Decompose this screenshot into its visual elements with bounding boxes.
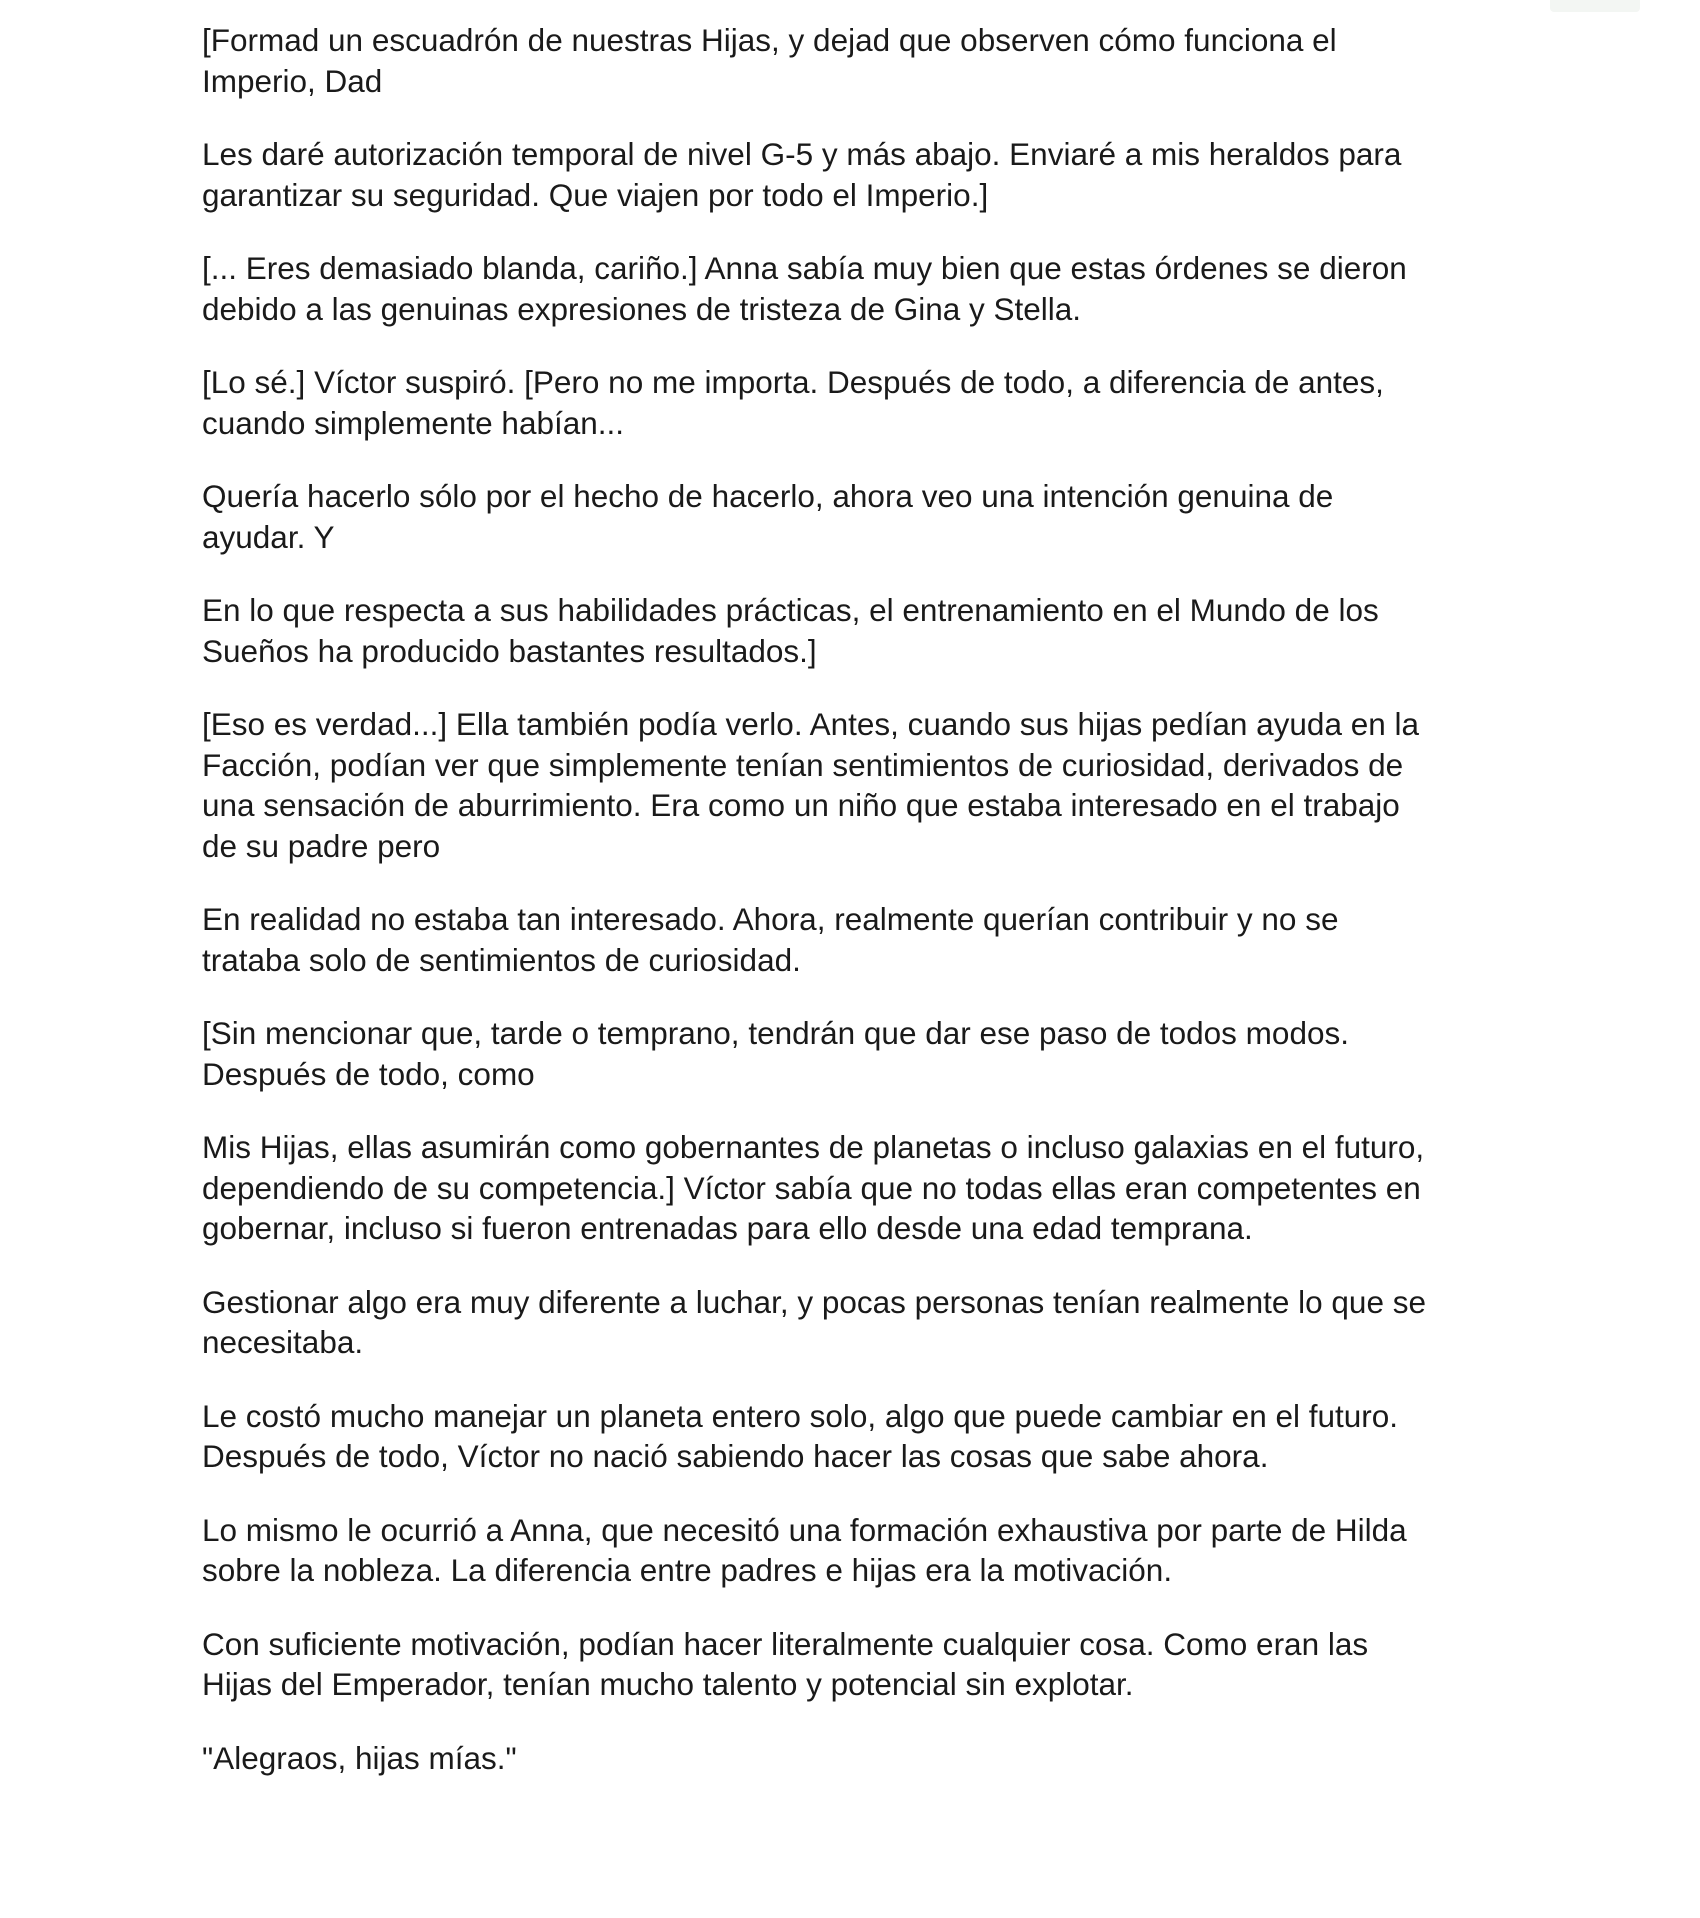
- paragraph-4: [Lo sé.] Víctor suspiró. [Pero no me importa. Después de todo, a diferencia de antes, cuando simplemente habían...: [202, 364, 1384, 441]
- document-body: [202, 20, 1542, 1811]
- paragraph-1: [Formad un escuadrón de nuestras Hijas, y dejad que observen cómo funciona el Imperio, Dad: [202, 22, 1337, 99]
- paragraph-13: Lo mismo le ocurrió a Anna, que necesitó una formación exhaustiva por parte de Hilda sobre la nobleza. La diferencia entre padres e hijas era la motivación.: [202, 1511, 1407, 1588]
- paragraph-8: En realidad no estaba tan interesado. Ahora, realmente querían contribuir y no se trataba solo de sentimientos de curiosidad.: [202, 901, 1339, 978]
- paragraph-9: [Sin mencionar que, tarde o temprano, tendrán que dar ese paso de todos modos. Después de todo, como: [202, 1015, 1349, 1092]
- paragraph-2: Les daré autorización temporal de nivel G-5 y más abajo. Enviaré a mis heraldos para garantizar su seguridad. Que viajen por todo el Imperio.]: [202, 136, 1402, 213]
- paragraph-12: Le costó mucho manejar un planeta entero solo, algo que puede cambiar en el futuro. Después de todo, Víctor no nació sabiendo hacer las cosas que sabe ahora.: [202, 1397, 1399, 1474]
- corner-tab: [1550, 0, 1640, 12]
- paragraph-3: [... Eres demasiado blanda, cariño.] Anna sabía muy bien que estas órdenes se dieron debido a las genuinas expresiones de tristeza de Gina y Stella.: [202, 250, 1407, 327]
- paragraph-11: Gestionar algo era muy diferente a luchar, y pocas personas tenían realmente lo que se necesitaba.: [202, 1283, 1426, 1360]
- paragraph-7: [Eso es verdad...] Ella también podía verlo. Antes, cuando sus hijas pedían ayuda en la Facción, podían ver que simplemente tenían sentimientos de curiosidad, derivados de una sensación de aburrimiento. Era como un niño que estaba interesado en el trabajo de su padre pero: [202, 706, 1420, 864]
- paragraph-5: Quería hacerlo sólo por el hecho de hacerlo, ahora veo una intención genuina de ayudar. Y: [202, 478, 1334, 555]
- paragraph-14: Con suficiente motivación, podían hacer literalmente cualquier cosa. Como eran las Hijas del Emperador, tenían mucho talento y potencial sin explotar.: [202, 1625, 1369, 1702]
- paragraph-10: Mis Hijas, ellas asumirán como gobernantes de planetas o incluso galaxias en el futuro, dependiendo de su competencia.] Víctor sabía que no todas ellas eran competentes en gobernar, incluso si fueron entrenadas para ello desde una edad temprana.: [202, 1129, 1425, 1246]
- paragraph-6: En lo que respecta a sus habilidades prácticas, el entrenamiento en el Mundo de los Sueños ha producido bastantes resultados.]: [202, 592, 1379, 669]
- paragraph-15: "Alegraos, hijas mías.": [202, 1739, 517, 1776]
